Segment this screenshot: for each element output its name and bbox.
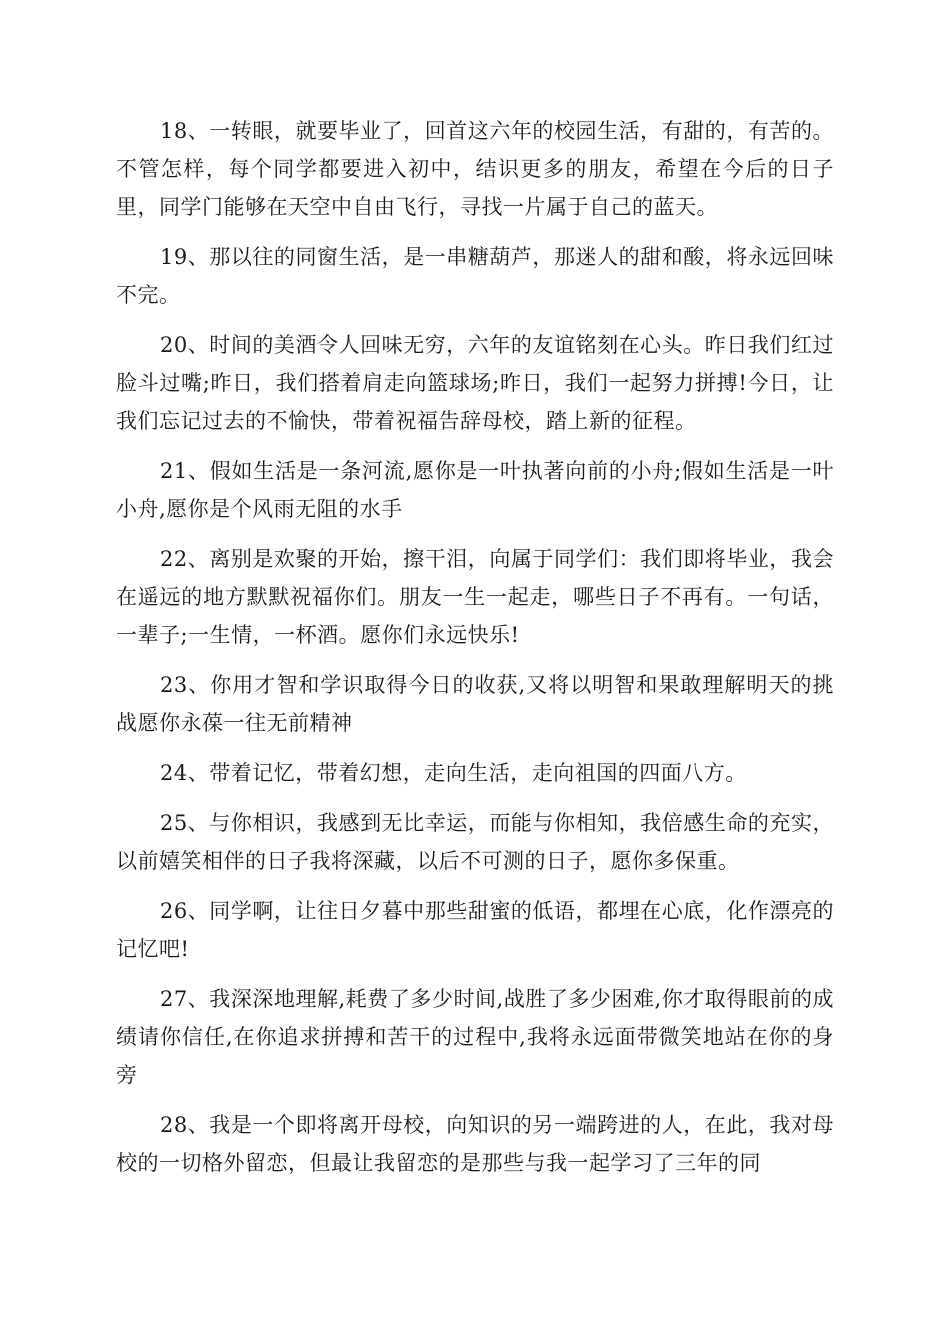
document-body	[116, 112, 834, 1194]
paragraph-21: 21、假如生活是一条河流,愿你是一叶执著向前的小舟;假如生活是一叶小舟,愿你是个风雨无阻的水手	[116, 459, 834, 521]
paragraph-24: 24、带着记忆，带着幻想，走向生活，走向祖国的四面八方。	[160, 761, 747, 785]
paragraph-26: 26、同学啊，让往日夕暮中那些甜蜜的低语，都埋在心底，化作漂亮的记忆吧!	[116, 899, 834, 961]
paragraph-28: 28、我是一个即将离开母校，向知识的另一端跨进的人，在此，我对母校的一切格外留恋，但最让我留恋的是那些与我一起学习了三年的同	[116, 1113, 834, 1175]
paragraph-20: 20、时间的美酒令人回味无穷，六年的友谊铭刻在心头。昨日我们红过脸斗过嘴;昨日，我们搭着肩走向篮球场;昨日，我们一起努力拼搏!今日，让我们忘记过去的不愉快，带着祝福告辞母校，踏上新的征程。	[116, 333, 834, 433]
paragraph-23: 23、你用才智和学识取得今日的收获,又将以明智和果敢理解明天的挑战愿你永葆一往无前精神	[116, 673, 834, 735]
paragraph-19: 19、那以往的同窗生活，是一串糖葫芦，那迷人的甜和酸，将永远回味不完。	[116, 245, 834, 307]
paragraph-25: 25、与你相识，我感到无比幸运，而能与你相知，我倍感生命的充实，以前嬉笑相伴的日子我将深藏，以后不可测的日子，愿你多保重。	[116, 811, 834, 873]
paragraph-22: 22、离别是欢聚的开始，擦干泪，向属于同学们：我们即将毕业，我会在遥远的地方默默祝福你们。朋友一生一起走，哪些日子不再有。一句话，一辈子;一生情，一杯酒。愿你们永远快乐!	[116, 547, 834, 647]
paragraph-18: 18、一转眼，就要毕业了，回首这六年的校园生活，有甜的，有苦的。不管怎样，每个同学都要进入初中，结识更多的朋友，希望在今后的日子里，同学门能够在天空中自由飞行，寻找一片属于自己的蓝天。	[116, 119, 834, 219]
paragraph-27: 27、我深深地理解,耗费了多少时间,战胜了多少困难,你才取得眼前的成绩请你信任,在你追求拼搏和苦干的过程中,我将永远面带微笑地站在你的身旁	[116, 987, 834, 1087]
